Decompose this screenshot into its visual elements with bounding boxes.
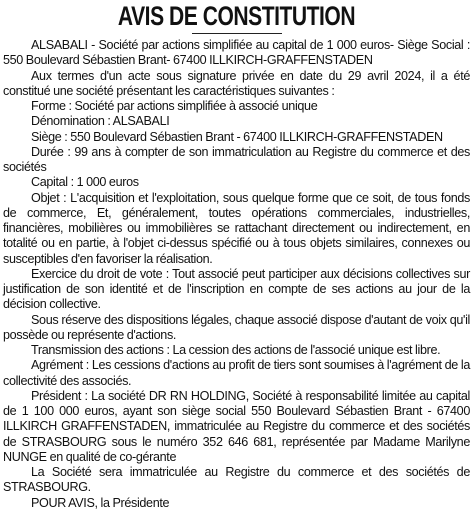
paragraph-approval: Agrément : Les cessions d'actions au profit de tiers sont soumises à l'agrément de la collectivité des associés. — [3, 358, 470, 388]
paragraph-deed-intro: Aux termes d'un acte sous signature privée en date du 29 avril 2024, il a été constitué une société présentant les caractéristiques suivantes : — [3, 68, 470, 98]
notice-title: AVIS DE CONSTITUTION — [117, 1, 356, 31]
paragraph-share-transfer: Transmission des actions : La cession des actions de l'associé unique est libre. — [31, 343, 441, 357]
title-divider — [192, 33, 282, 34]
paragraph-denomination: Dénomination : ALSABALI — [31, 114, 170, 129]
paragraph-legal-reserve: Sous réserve des dispositions légales, chaque associé dispose d'autant de voix qu'il possède ou représente d'actions. — [3, 312, 470, 342]
paragraph-signature: POUR AVIS, la Présidente — [31, 495, 170, 510]
paragraph-voting-rights: Exercice du droit de vote : Tout associé peut participer aux décisions collectives sur justification de son identité et de l'inscription en compte de ses actions au jour de la décision collective. — [3, 266, 470, 312]
notice-body — [3, 38, 470, 511]
paragraph-registered-office: Siège : 550 Boulevard Sébastien Brant - 67400 ILLKIRCH-GRAFFENSTADEN — [31, 129, 443, 144]
paragraph-purpose: Objet : L'acquisition et l'exploitation, sous quelque forme que ce soit, de tous fonds de commerce, Et, généralement, toutes opérations commerciales, industrielles, financières, mobilières ou immobilières se rattachant directement ou indirectement, en totalité ou en partie, à l'objet ci-dessus spécifié ou à tous objets similaires, connexes ou susceptibles d'en favoriser la réalisation. — [3, 190, 470, 266]
paragraph-duration: Durée : 99 ans à compter de son immatriculation au Registre du commerce et des sociétés — [3, 144, 470, 174]
paragraph-registration: La Société sera immatriculée au Registre du commerce et des sociétés de STRASBOURG. — [3, 465, 470, 495]
paragraph-company-header: ALSABALI - Société par actions simplifiée au capital de 1 000 euros- Siège Social : 550 Boulevard Sébastien Brant- 67400 ILLKIRCH-GRAFFENSTADEN — [3, 38, 470, 68]
paragraph-form: Forme : Société par actions simplifiée à associé unique — [31, 99, 318, 113]
paragraph-capital: Capital : 1 000 euros — [31, 175, 139, 190]
paragraph-president: Président : La société DR RN HOLDING, Société à responsabilité limitée au capital de 1 100 000 euros, ayant son siège social 550 Boulevard Sébastien Brant - 67400 ILLKIRCH GRAFFENSTADEN, immatriculée au Registre du commerce et des sociétés de STRASBOURG sous le numéro 352 646 681, représentée par Madame Marilyne NUNGE en qualité de co-gérante — [3, 388, 470, 464]
